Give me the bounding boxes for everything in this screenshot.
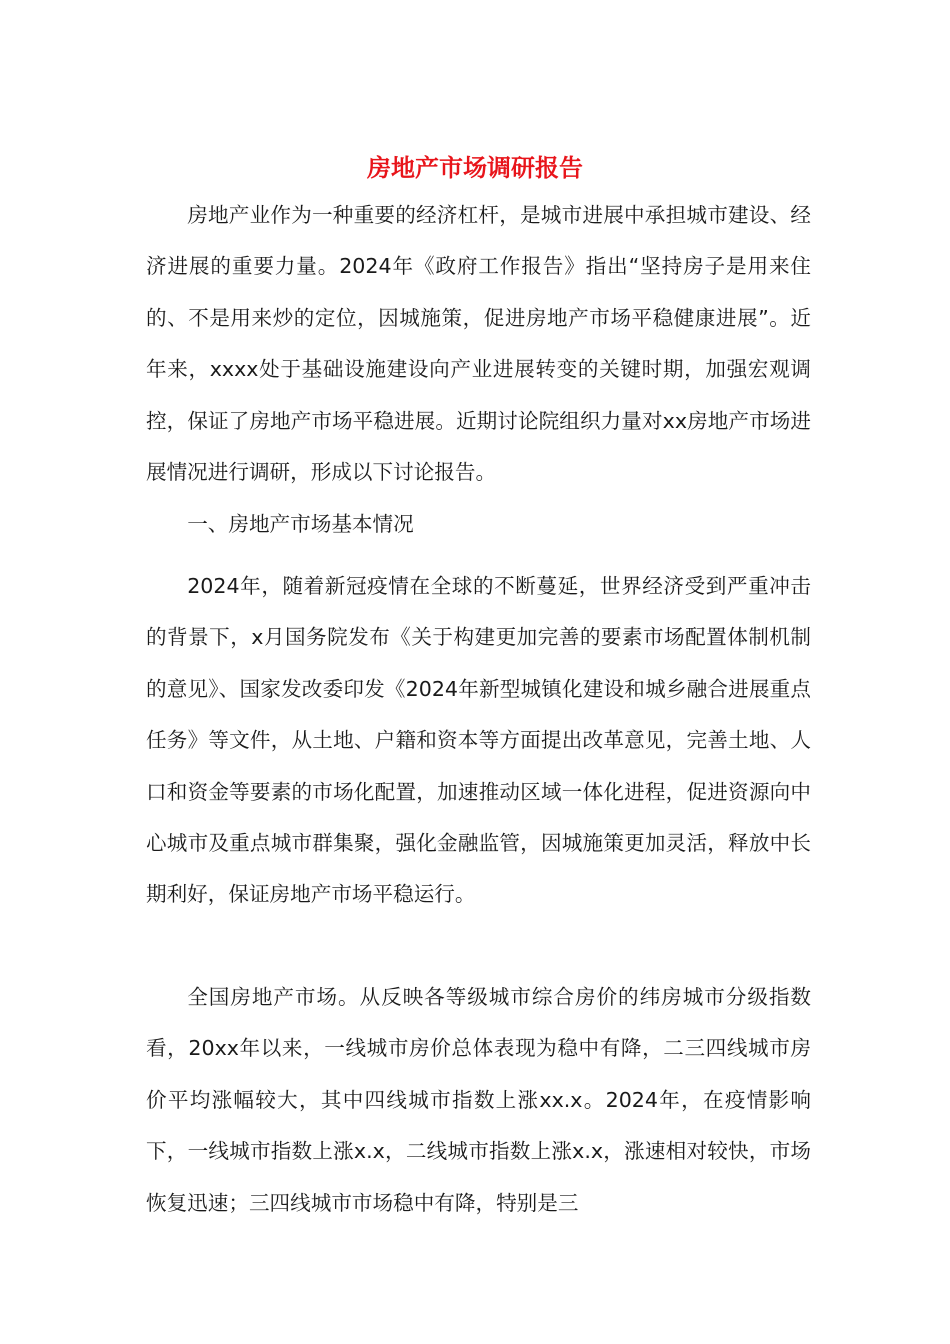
section-heading: 一、房地产市场基本情况 bbox=[187, 512, 414, 536]
paragraph-national-market: 全国房地产市场。从反映各等级城市综合房价的纬房城市分级指数看，20xx年以来，一线城市房价总体表现为稳中有降，二三四线城市房价平均涨幅较大，其中四线城市指数上涨xx.x。2024年，在疫情影响下，一线城市指数上涨x.x，二线城市指数上涨x.x，涨速相对较快，市场恢复迅速；三四线城市市场稳中有降，特别是三 bbox=[146, 985, 811, 1215]
document-title: 房地产市场调研报告 bbox=[367, 154, 583, 183]
paragraph-intro: 房地产业作为一种重要的经济杠杆，是城市进展中承担城市建设、经济进展的重要力量。2024年《政府工作报告》指出“坚持房子是用来住的、不是用来炒的定位，因城施策，促进房地产市场平稳健康进展”。近年来，xxxx处于基础设施建设向产业进展转变的关键时期，加强宏观调控，保证了房地产市场平稳进展。近期讨论院组织力量对xx房地产市场进展情况进行调研，形成以下讨论报告。 bbox=[146, 203, 811, 485]
paragraph-background: 2024年，随着新冠疫情在全球的不断蔓延，世界经济受到严重冲击的背景下，x月国务院发布《关于构建更加完善的要素市场配置体制机制的意见》、国家发改委印发《2024年新型城镇化建设和城乡融合进展重点任务》等文件，从土地、户籍和资本等方面提出改革意见，完善土地、人口和资金等要素的市场化配置，加速推动区域一体化进程，促进资源向中心城市及重点城市群集聚，强化金融监管，因城施策更加灵活，释放中长期利好，保证房地产市场平稳运行。 bbox=[146, 574, 811, 907]
